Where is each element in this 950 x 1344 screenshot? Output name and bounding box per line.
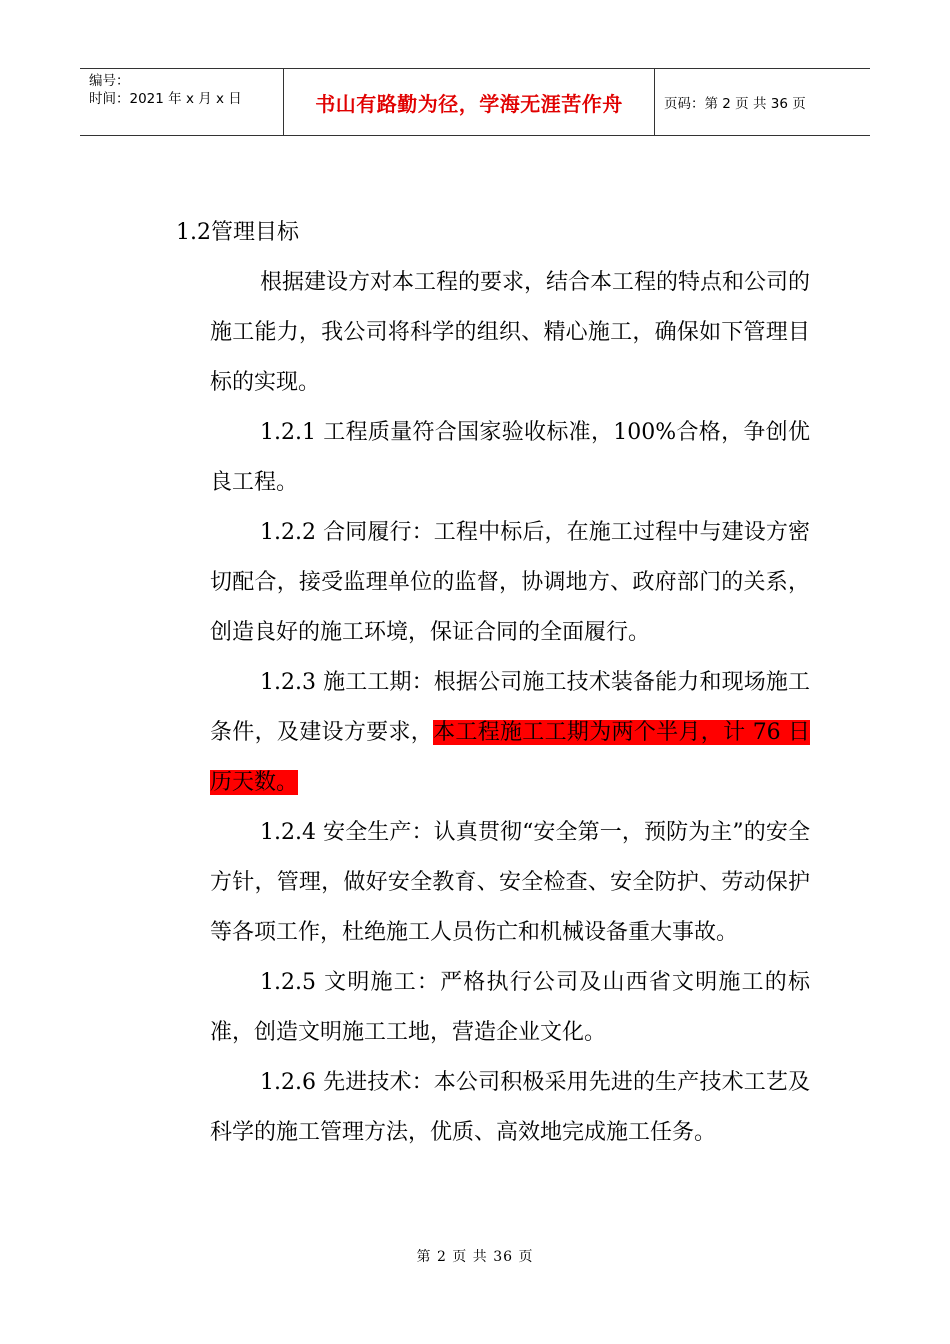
header-meta [80,69,283,135]
document-body [176,208,811,1158]
schedule-highlight: 本工程施工工期为两个半月，计 76 日历天数。 [210,720,810,795]
section-heading: 1.2管理目标 [176,220,299,245]
item-technology-paragraph: 1.2.6 先进技术：本公司积极采用先进的生产技术工艺及科学的施工管理方法，优质、高效地完成施工任务。 [210,1070,810,1145]
item-contract-paragraph: 1.2.2 合同履行：工程中标后，在施工过程中与建设方密切配合，接受监理单位的监督，协调地方、政府部门的关系，创造良好的施工环境，保证合同的全面履行。 [210,520,810,645]
document-time-label: 时间：2021 年 x 月 x 日 [89,91,242,107]
header-page-info: 页码：第 2 页 共 36 页 [664,96,806,112]
schedule-text: 1.2.3 施工工期：根据公司施工技术装备能力和现场施工条件，及建设方要求， [210,670,810,745]
page-header [80,68,870,136]
header-motto: 书山有路勤为径，学海无涯苦作舟 [283,69,655,135]
item-civilized-paragraph: 1.2.5 文明施工：严格执行公司及山西省文明施工的标准，创造文明施工工地，营造企业文化。 [210,970,810,1045]
item-safety-paragraph: 1.2.4 安全生产：认真贯彻“安全第一，预防为主”的安全方针，管理，做好安全教育、安全检查、安全防护、劳动保护等各项工作，杜绝施工人员伤亡和机械设备重大事故。 [210,820,810,945]
item-schedule-paragraph [210,658,810,808]
intro-paragraph: 根据建设方对本工程的要求，结合本工程的特点和公司的施工能力，我公司将科学的组织、精心施工，确保如下管理目标的实现。 [210,270,811,395]
item-quality-paragraph: 1.2.1 工程质量符合国家验收标准，100%合格，争创优良工程。 [210,420,810,495]
page-footer: 第 2 页 共 36 页 [416,1249,534,1265]
document-number-label: 编号： [89,73,130,89]
